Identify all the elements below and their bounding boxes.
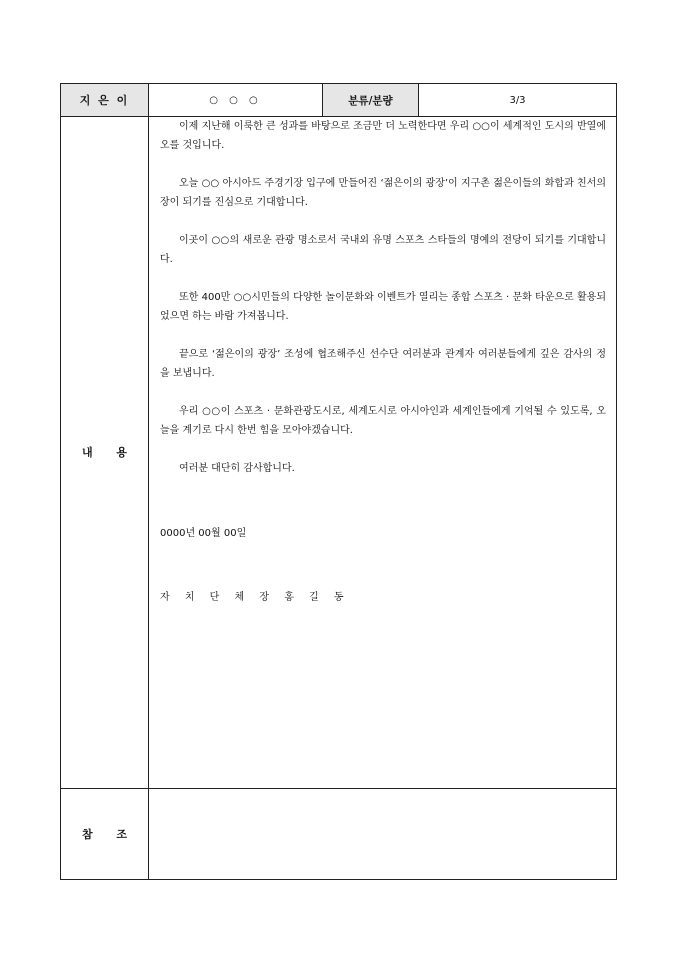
paragraph: 오늘 ○○ 아시아드 주경기장 입구에 만들어진 ‘젊은이의 광장’이 지구촌 젊은이들의 화합과 친서의 장이 되기를 진심으로 기대합니다. bbox=[160, 178, 606, 208]
author-value: ○ ○ ○ bbox=[149, 84, 323, 116]
reference-value bbox=[149, 788, 616, 879]
document-form bbox=[60, 83, 617, 880]
signature: 자 치 단 체 장 홍 길 동 bbox=[160, 592, 350, 603]
category-value: 3/3 bbox=[509, 94, 526, 106]
paragraph: 이제 지난해 이룩한 큰 성과를 바탕으로 조금만 더 노력한다면 우리 ○○이 세계적인 도시의 반열에 오를 것입니다. bbox=[160, 121, 606, 151]
category-label: 분류/분량 bbox=[323, 84, 419, 116]
paragraph: 우리 ○○이 스포츠 · 문화관광도시로, 세계도시로 아시아인과 세계인들에게 기억될 수 있도록, 오늘을 계기로 다시 한번 힘을 모아야겠습니다. bbox=[160, 406, 606, 436]
author-label: 지 은 이 bbox=[61, 84, 149, 116]
content-row bbox=[61, 116, 616, 789]
document-date: 0000년 00월 00일 bbox=[160, 528, 247, 539]
paragraph: 또한 400만 ○○시민들의 다양한 놀이문화와 이벤트가 열리는 종합 스포츠 · 문화 타운으로 활용되었으면 하는 바람 가져봅니다. bbox=[160, 292, 606, 322]
paragraph: 이곳이 ○○의 새로운 관광 명소로서 국내외 유명 스포츠 스타들의 명예의 전당이 되기를 기대합니다. bbox=[160, 235, 606, 265]
content-label: 내 용 bbox=[61, 116, 149, 788]
content-body bbox=[149, 116, 616, 788]
header-row bbox=[61, 84, 616, 117]
paragraph: 여러분 대단히 감사합니다. bbox=[179, 463, 295, 474]
reference-label: 참 조 bbox=[61, 788, 149, 879]
reference-row bbox=[61, 788, 616, 879]
paragraph: 끝으로 ‘젊은이의 광장’ 조성에 협조해주신 선수단 여러분과 관계자 여러분들에게 깊은 감사의 정을 보냅니다. bbox=[160, 349, 606, 379]
